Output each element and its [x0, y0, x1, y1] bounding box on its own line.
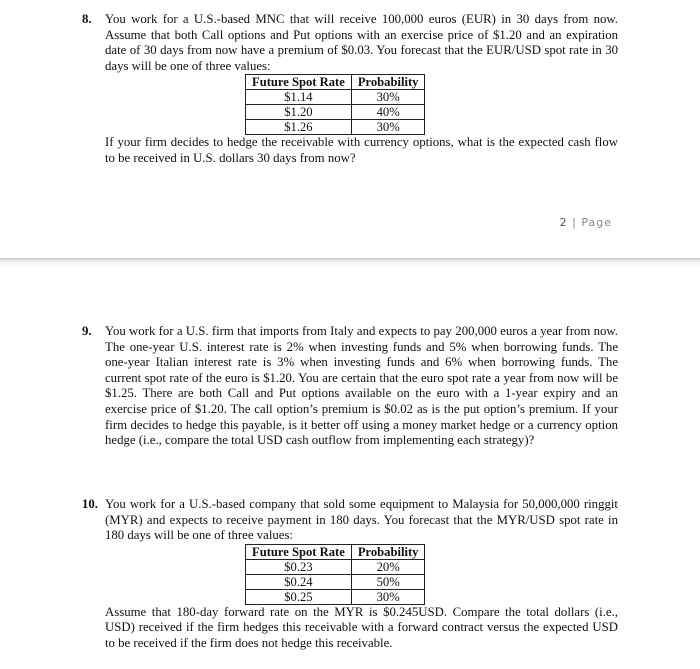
table-cell: $1.14 [246, 90, 352, 105]
table-row [246, 574, 425, 589]
table-row [246, 105, 425, 120]
table-row [246, 120, 425, 135]
table-cell: 40% [351, 105, 425, 120]
table-cell: 50% [351, 574, 425, 589]
table-cell: 30% [351, 90, 425, 105]
page-footer [560, 216, 612, 229]
table-cell: $1.20 [246, 105, 352, 120]
table-cell: $0.24 [246, 574, 352, 589]
page-number: 2 [559, 216, 568, 229]
probability-table [245, 544, 425, 605]
table-header: Future Spot Rate [246, 544, 352, 559]
probability-table [245, 74, 425, 135]
table-cell: 30% [351, 120, 425, 135]
table-row [246, 559, 425, 574]
question-8 [82, 12, 618, 167]
table-header: Probability [351, 544, 425, 559]
table-cell: 20% [351, 559, 425, 574]
table-cell: $0.25 [246, 589, 352, 604]
question-9 [82, 324, 618, 449]
question-text: If your firm decides to hedge the receivable with currency options, what is the expected cash flow to be received in U.S. dollars 30 days from now? [105, 135, 618, 165]
question-number: 9. [82, 324, 92, 338]
question-text: You work for a U.S. firm that imports from Italy and expects to pay 200,000 euros a year from now. The one-year U.S. interest rate is 2% when investing funds and 5% when borrowing funds. The one-year Italian interest rate is 3% when investing funds and 6% when borrowing funds. The current spot rate of the euro is $1.20. You are certain that the euro spot rate a year from now will be $1.25. There are both Call and Put options available on the euro with a 1-year expiry and an exercise price of $1.20. The call option’s premium is $0.02 as is the put option’s premium. If your firm decides to hedge this payable, is it better off using a money market hedge or a currency option hedge (i.e., compare the total USD cash outflow from implementing each strategy)? [105, 324, 618, 448]
table-row [246, 589, 425, 604]
question-text: Assume that 180-day forward rate on the MYR is $0.245USD. Compare the total dollars (i.e., USD) received if the firm hedges this receivable with a forward contract versus the expected USD to be received if the firm does not hedge this receivable. [105, 604, 618, 650]
question-number: 10. [82, 497, 98, 511]
page-break-divider [0, 258, 700, 267]
table-cell: $0.23 [246, 559, 352, 574]
page-label: Page [581, 216, 612, 229]
table-cell: $1.26 [246, 120, 352, 135]
footer-separator: | [572, 216, 577, 229]
table-cell: 30% [351, 589, 425, 604]
question-intro: You work for a U.S.-based MNC that will receive 100,000 euros (EUR) in 30 days from now. Assume that both Call options and Put options with an exercise price of $1.20 and an expiration date of 30 days from now have a premium of $0.03. You forecast that the EUR/USD spot rate in 30 days will be one of three values: [105, 12, 618, 73]
question-number: 8. [82, 12, 92, 26]
table-header: Probability [351, 75, 425, 90]
question-intro: You work for a U.S.-based company that sold some equipment to Malaysia for 50,000,000 ringgit (MYR) and expects to receive payment in 180 days. You forecast that the MYR/USD spot rate in 180 days will be one of three values: [105, 497, 618, 543]
table-row [246, 90, 425, 105]
table-header: Future Spot Rate [246, 75, 352, 90]
question-10 [82, 497, 618, 652]
